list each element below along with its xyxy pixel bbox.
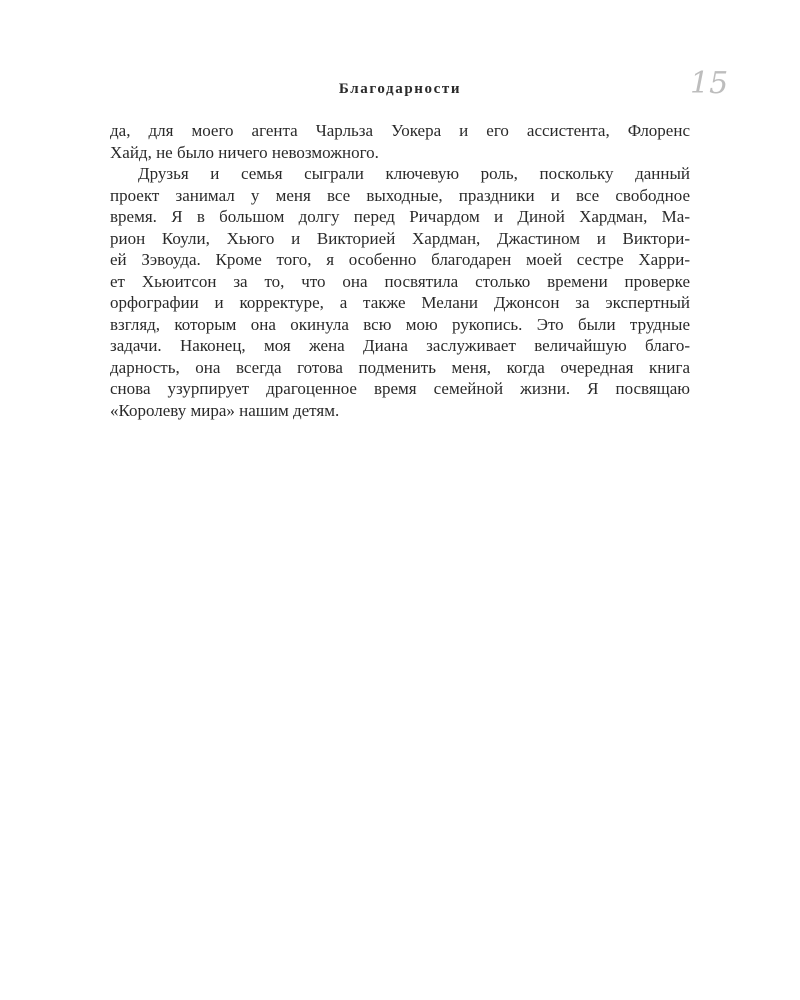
- text-line: взгляд, которым она окинула всю мою рукопись. Это были трудные: [110, 314, 690, 334]
- text-line: время. Я в большом долгу перед Ричардом и Диной Хардман, Ма-: [110, 207, 690, 226]
- text-line: «Королеву мира» нашим детям.: [110, 400, 340, 420]
- text-line: снова узурпирует драгоценное время семейной жизни. Я посвящаю: [110, 379, 690, 398]
- page-number: 15: [690, 66, 729, 101]
- text-line: дарность, она всегда готова подменить меня, когда очередная книга: [110, 357, 690, 377]
- body-text: [110, 120, 690, 421]
- text-line: рион Коули, Хьюго и Викторией Хардман, Джастином и Виктори-: [110, 228, 690, 248]
- text-line: ей Зэвоуда. Кроме того, я особенно благодарен моей сестре Харри-: [110, 250, 690, 269]
- text-line: да, для моего агента Чарльза Уокера и его ассистента, Флоренс: [110, 121, 690, 140]
- text-line: ет Хьюитсон за то, что она посвятила столько времени проверке: [110, 271, 690, 291]
- text-line: Друзья и семья сыграли ключевую роль, поскольку данный: [138, 164, 690, 183]
- text-line: орфографии и корректуре, а также Мелани Джонсон за экспертный: [110, 293, 690, 312]
- text-line: проект занимал у меня все выходные, праздники и все свободное: [110, 185, 690, 205]
- running-head-title: Благодарности: [338, 81, 462, 97]
- text-line: задачи. Наконец, моя жена Диана заслуживает величайшую благо-: [110, 336, 690, 355]
- text-line: Хайд, не было ничего невозможного.: [110, 142, 379, 162]
